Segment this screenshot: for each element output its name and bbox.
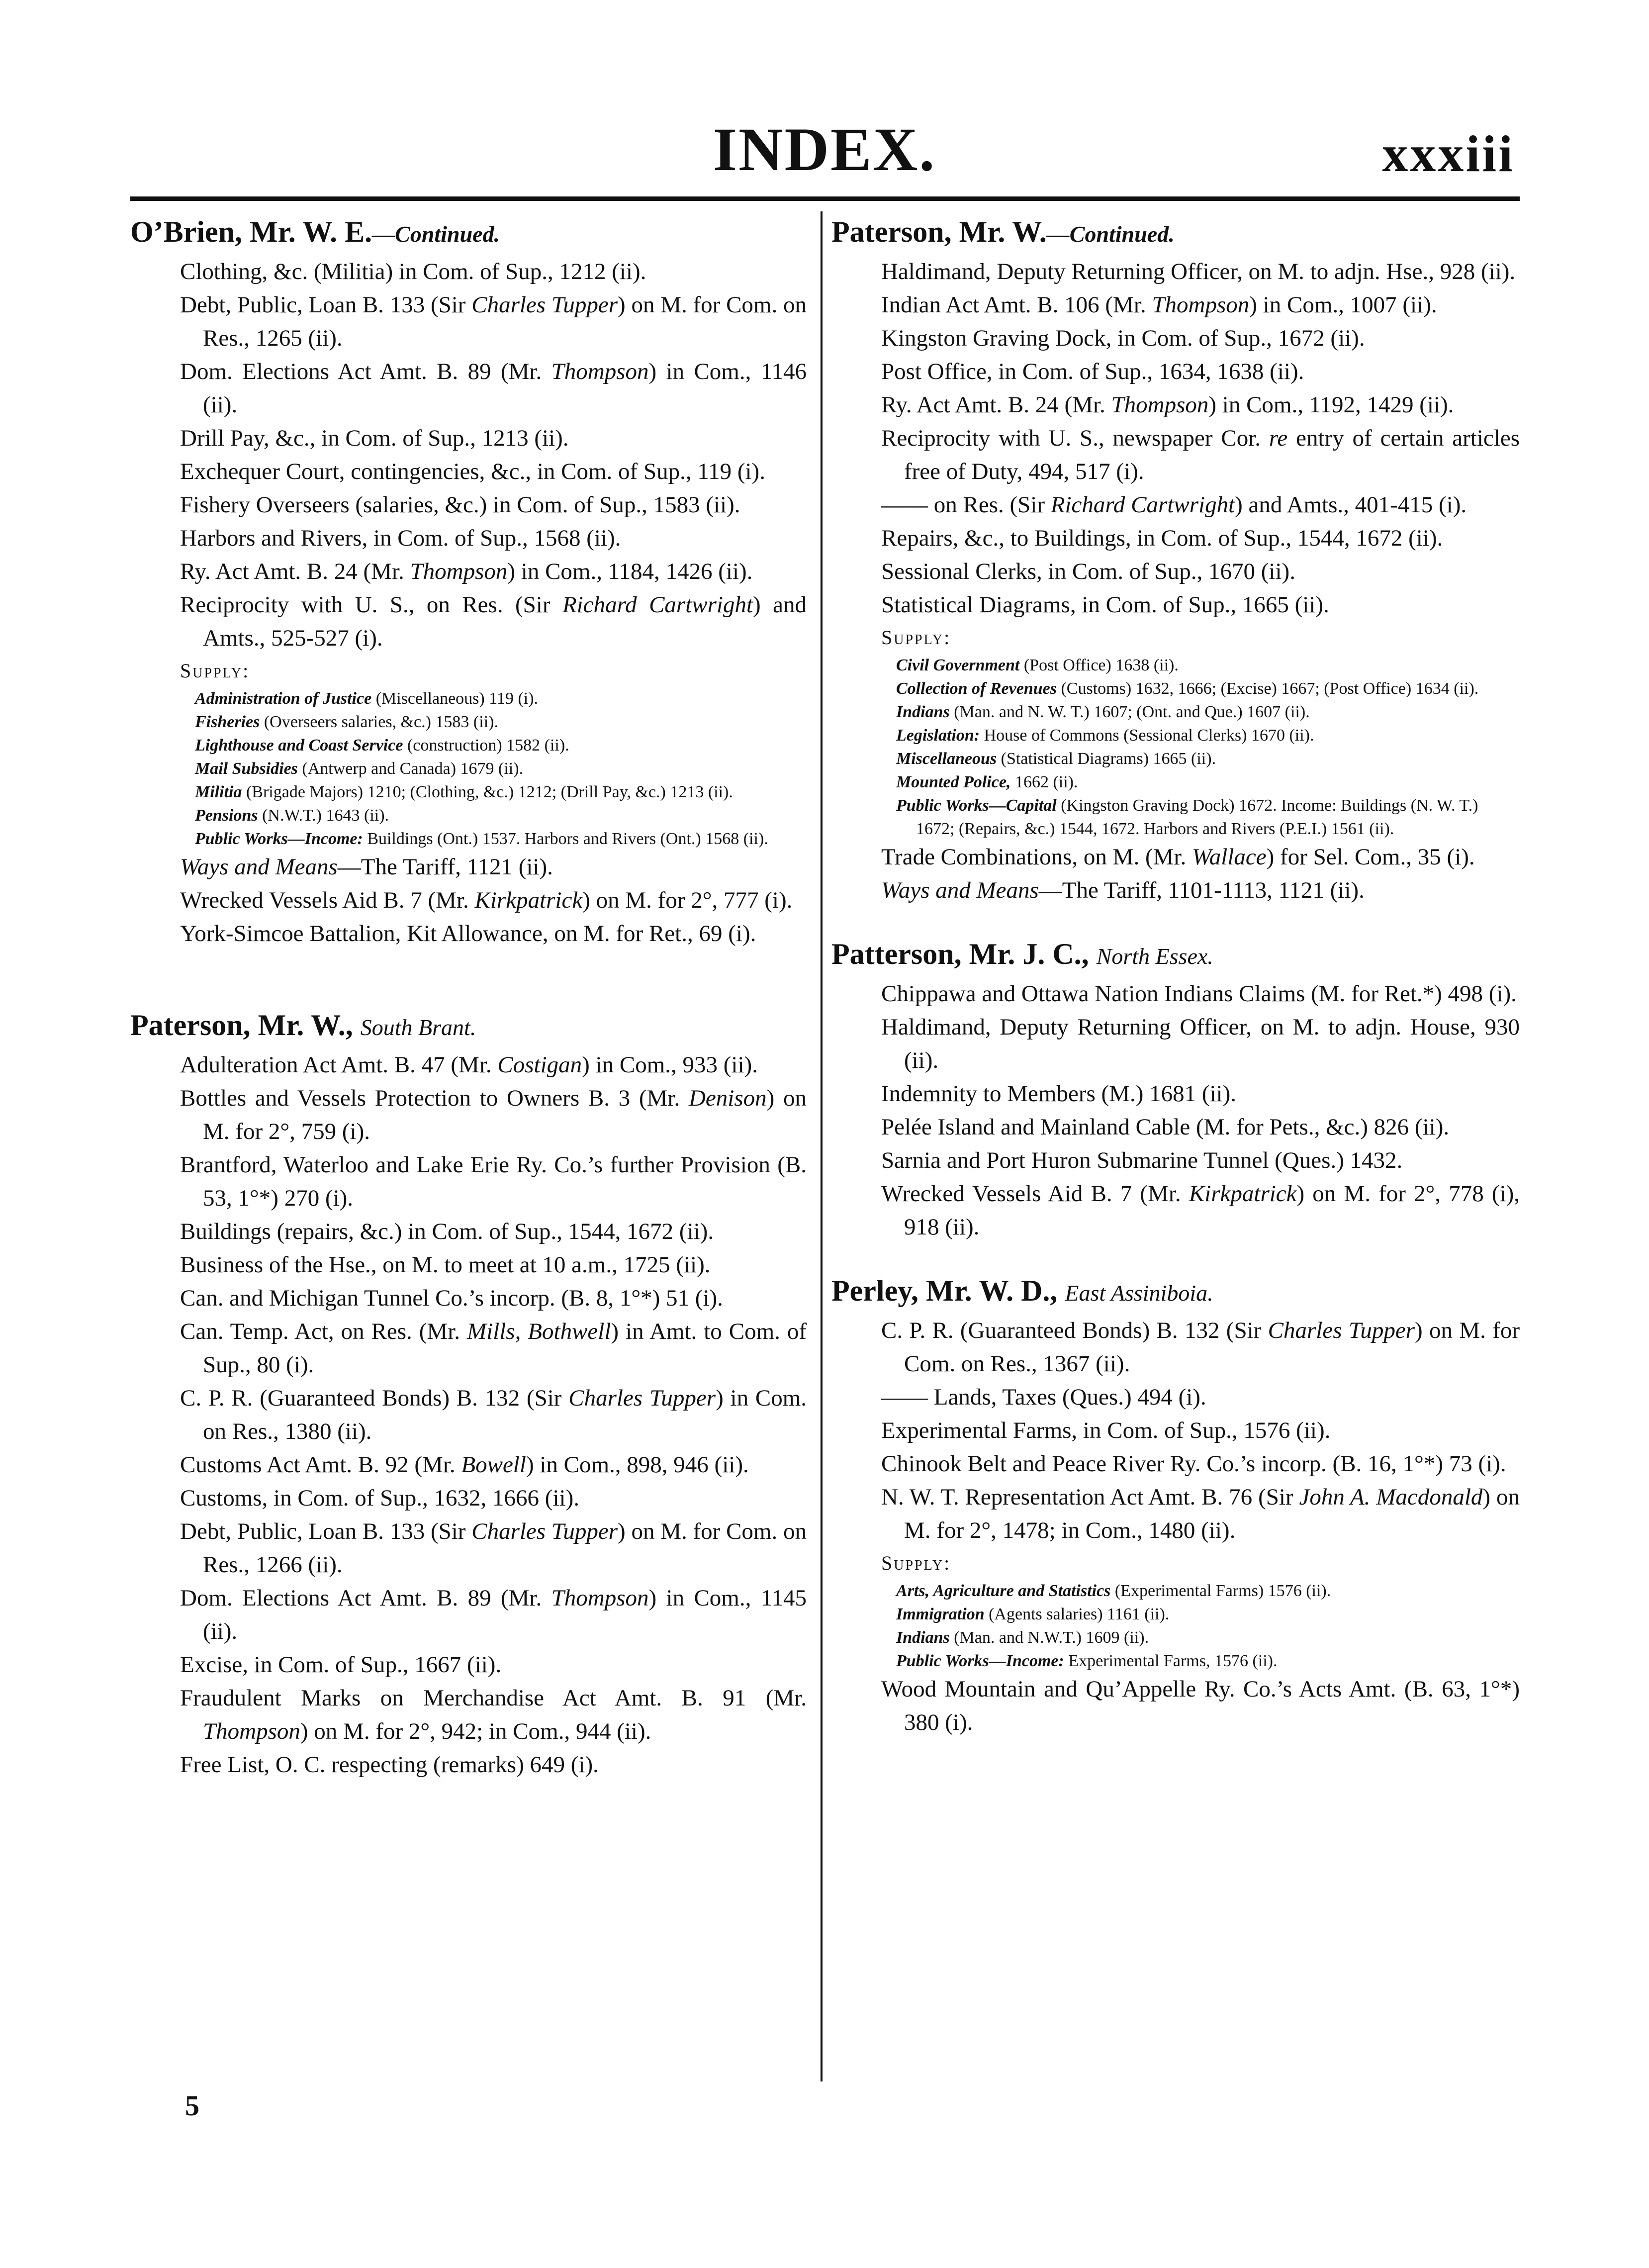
supply-entry: Miscellaneous (Statistical Diagrams) 1665 (ii). [896, 750, 1216, 768]
index-entry: Business of the Hse., on M. to meet at 10 a.m., 1725 (ii). [180, 1252, 711, 1278]
index-entry: Ways and Means—The Tariff, 1101-1113, 1121 (ii). [881, 877, 1365, 903]
index-entry: Debt, Public, Loan B. 133 (Sir Charles Tupper) on M. for Com. on Res., 1265 (ii). [180, 292, 807, 351]
index-entry: Excise, in Com. of Sup., 1667 (ii). [180, 1652, 502, 1678]
index-entry: Harbors and Rivers, in Com. of Sup., 1568 (ii). [180, 525, 621, 551]
index-entry: Wrecked Vessels Aid B. 7 (Mr. Kirkpatrick) on M. for 2°, 778 (i), 918 (ii). [881, 1181, 1520, 1240]
supply-entry: Indians (Man. and N.W.T.) 1609 (ii). [896, 1628, 1149, 1647]
supply-entry: Public Works—Income: Experimental Farms, 1576 (ii). [896, 1652, 1278, 1670]
supply-entry: Administration of Justice (Miscellaneous) 119 (i). [195, 689, 539, 708]
index-entry: Can. and Michigan Tunnel Co.’s incorp. (B. 8, 1°*) 51 (i). [180, 1285, 723, 1311]
index-entry: Can. Temp. Act, on Res. (Mr. Mills, Bothwell) in Amt. to Com. of Sup., 80 (i). [180, 1319, 807, 1378]
index-entry: Buildings (repairs, &c.) in Com. of Sup., 1544, 1672 (ii). [180, 1219, 714, 1244]
index-entry: Experimental Farms, in Com. of Sup., 1576 (ii). [881, 1418, 1331, 1443]
index-entry: Chippawa and Ottawa Nation Indians Claims (M. for Ret.*) 498 (i). [881, 981, 1517, 1007]
supply-entry: Public Works—Capital (Kingston Graving Dock) 1672. Income: Buildings (N. W. T.) 1672; (Repairs, &c.) 1544, 1672. Harbors and Rivers (P.E.I.) 1561 (ii). [896, 796, 1478, 838]
index-entry: Bottles and Vessels Protection to Owners B. 3 (Mr. Denison) on M. for 2°, 759 (i). [180, 1085, 807, 1144]
index-entry: —— Lands, Taxes (Ques.) 494 (i). [881, 1384, 1206, 1410]
supply-heading: Supply: [881, 1552, 951, 1574]
index-entry: Fraudulent Marks on Merchandise Act Amt. B. 91 (Mr. Thompson) on M. for 2°, 942; in Com., 944 (ii). [180, 1685, 807, 1744]
index-entry: Haldimand, Deputy Returning Officer, on M. to adjn. Hse., 928 (ii). [881, 259, 1516, 284]
supply-entry: Arts, Agriculture and Statistics (Experimental Farms) 1576 (ii). [896, 1582, 1331, 1600]
index-entry: Statistical Diagrams, in Com. of Sup., 1665 (ii). [881, 592, 1329, 618]
index-entry: Wrecked Vessels Aid B. 7 (Mr. Kirkpatrick) on M. for 2°, 777 (i). [180, 887, 793, 913]
index-entry: Post Office, in Com. of Sup., 1634, 1638 (ii). [881, 359, 1304, 384]
index-entry: York-Simcoe Battalion, Kit Allowance, on M. for Ret., 69 (i). [180, 921, 756, 946]
index-entry: Trade Combinations, on M. (Mr. Wallace) for Sel. Com., 35 (i). [881, 844, 1475, 870]
section-heading: O’Brien, Mr. W. E.—Continued. [130, 215, 500, 248]
supply-entry: Indians (Man. and N. W. T.) 1607; (Ont. and Que.) 1607 (ii). [896, 703, 1310, 721]
supply-entry: Immigration (Agents salaries) 1161 (ii). [896, 1605, 1170, 1623]
right-column [831, 209, 1520, 1739]
index-entry: Pelée Island and Mainland Cable (M. for Pets., &c.) 826 (ii). [881, 1114, 1450, 1140]
supply-entry: Mail Subsidies (Antwerp and Canada) 1679 (ii). [195, 759, 524, 778]
header-rule [130, 196, 1520, 201]
index-entry: Exchequer Court, contingencies, &c., in Com. of Sup., 119 (i). [180, 459, 765, 484]
index-entry: Dom. Elections Act Amt. B. 89 (Mr. Thompson) in Com., 1145 (ii). [180, 1585, 807, 1644]
index-entry: Reciprocity with U. S., on Res. (Sir Richard Cartwright) and Amts., 525-527 (i). [180, 592, 807, 651]
supply-entry: Mounted Police, 1662 (ii). [896, 773, 1078, 791]
index-entry: Haldimand, Deputy Returning Officer, on M. to adjn. House, 930 (ii). [881, 1014, 1520, 1073]
index-entry: Brantford, Waterloo and Lake Erie Ry. Co.’s further Provision (B. 53, 1°*) 270 (i). [180, 1152, 807, 1211]
supply-heading: Supply: [881, 626, 951, 649]
page-title: INDEX. [713, 115, 936, 184]
index-entry: Ry. Act Amt. B. 24 (Mr. Thompson) in Com., 1184, 1426 (ii). [180, 559, 753, 584]
supply-entry: Lighthouse and Coast Service (construction) 1582 (ii). [195, 736, 569, 755]
index-entry: Wood Mountain and Qu’Appelle Ry. Co.’s Acts Amt. (B. 63, 1°*) 380 (i). [881, 1676, 1520, 1735]
supply-entry: Pensions (N.W.T.) 1643 (ii). [195, 806, 389, 825]
index-entry: N. W. T. Representation Act Amt. B. 76 (Sir John A. Macdonald) on M. for 2°, 1478; in Com., 1480 (ii). [881, 1484, 1520, 1543]
index-entry: Drill Pay, &c., in Com. of Sup., 1213 (ii). [180, 425, 569, 451]
supply-heading: Supply: [180, 660, 250, 682]
left-column [130, 209, 807, 1782]
index-entry: Reciprocity with U. S., newspaper Cor. re entry of certain articles free of Duty, 494, 517 (i). [881, 425, 1520, 484]
page-number: xxxiii [1382, 125, 1515, 183]
index-entry: Repairs, &c., to Buildings, in Com. of Sup., 1544, 1672 (ii). [881, 525, 1443, 551]
index-entry: Debt, Public, Loan B. 133 (Sir Charles Tupper) on M. for Com. on Res., 1266 (ii). [180, 1518, 807, 1578]
index-entry: Ways and Means—The Tariff, 1121 (ii). [180, 854, 553, 880]
index-entry: Adulteration Act Amt. B. 47 (Mr. Costigan) in Com., 933 (ii). [180, 1052, 758, 1078]
index-entry: Dom. Elections Act Amt. B. 89 (Mr. Thompson) in Com., 1146 (ii). [180, 359, 807, 418]
index-entry: —— on Res. (Sir Richard Cartwright) and Amts., 401-415 (i). [881, 492, 1467, 518]
index-entry: Sarnia and Port Huron Submarine Tunnel (Ques.) 1432. [881, 1147, 1403, 1173]
index-entry: Chinook Belt and Peace River Ry. Co.’s incorp. (B. 16, 1°*) 73 (i). [881, 1451, 1506, 1477]
section-heading: Paterson, Mr. W., South Brant. [130, 1009, 476, 1041]
index-entry: Sessional Clerks, in Com. of Sup., 1670 (ii). [881, 559, 1295, 584]
supply-entry: Public Works—Income: Buildings (Ont.) 1537. Harbors and Rivers (Ont.) 1568 (ii). [195, 830, 768, 848]
supply-entry: Fisheries (Overseers salaries, &c.) 1583 (ii). [195, 713, 498, 731]
section-heading: Patterson, Mr. J. C., North Essex. [831, 938, 1213, 970]
column-divider [821, 211, 823, 2081]
supply-entry: Militia (Brigade Majors) 1210; (Clothing, &c.) 1212; (Drill Pay, &c.) 1213 (ii). [195, 783, 733, 801]
section-heading: Paterson, Mr. W.—Continued. [831, 215, 1175, 248]
index-entry: Indian Act Amt. B. 106 (Mr. Thompson) in Com., 1007 (ii). [881, 292, 1437, 318]
index-entry: C. P. R. (Guaranteed Bonds) B. 132 (Sir Charles Tupper) in Com. on Res., 1380 (ii). [180, 1385, 807, 1444]
index-entry: Ry. Act Amt. B. 24 (Mr. Thompson) in Com., 1192, 1429 (ii). [881, 392, 1454, 418]
index-entry: Fishery Overseers (salaries, &c.) in Com. of Sup., 1583 (ii). [180, 492, 740, 518]
supply-entry: Collection of Revenues (Customs) 1632, 1666; (Excise) 1667; (Post Office) 1634 (ii). [896, 679, 1479, 698]
supply-entry: Civil Government (Post Office) 1638 (ii). [896, 656, 1179, 674]
signature-mark: 5 [185, 2089, 199, 2122]
index-entry: Customs, in Com. of Sup., 1632, 1666 (ii). [180, 1485, 579, 1511]
supply-entry: Legislation: House of Commons (Sessional Clerks) 1670 (ii). [896, 726, 1314, 745]
index-entry: Customs Act Amt. B. 92 (Mr. Bowell) in Com., 898, 946 (ii). [180, 1452, 749, 1478]
index-entry: Kingston Graving Dock, in Com. of Sup., 1672 (ii). [881, 325, 1365, 351]
index-entry: Clothing, &c. (Militia) in Com. of Sup., 1212 (ii). [180, 259, 646, 284]
section-heading: Perley, Mr. W. D., East Assiniboia. [831, 1274, 1213, 1307]
index-entry: Free List, O. C. respecting (remarks) 649 (i). [180, 1752, 599, 1778]
index-entry: Indemnity to Members (M.) 1681 (ii). [881, 1081, 1237, 1107]
index-entry: C. P. R. (Guaranteed Bonds) B. 132 (Sir Charles Tupper) on M. for Com. on Res., 1367 (ii). [881, 1318, 1520, 1377]
